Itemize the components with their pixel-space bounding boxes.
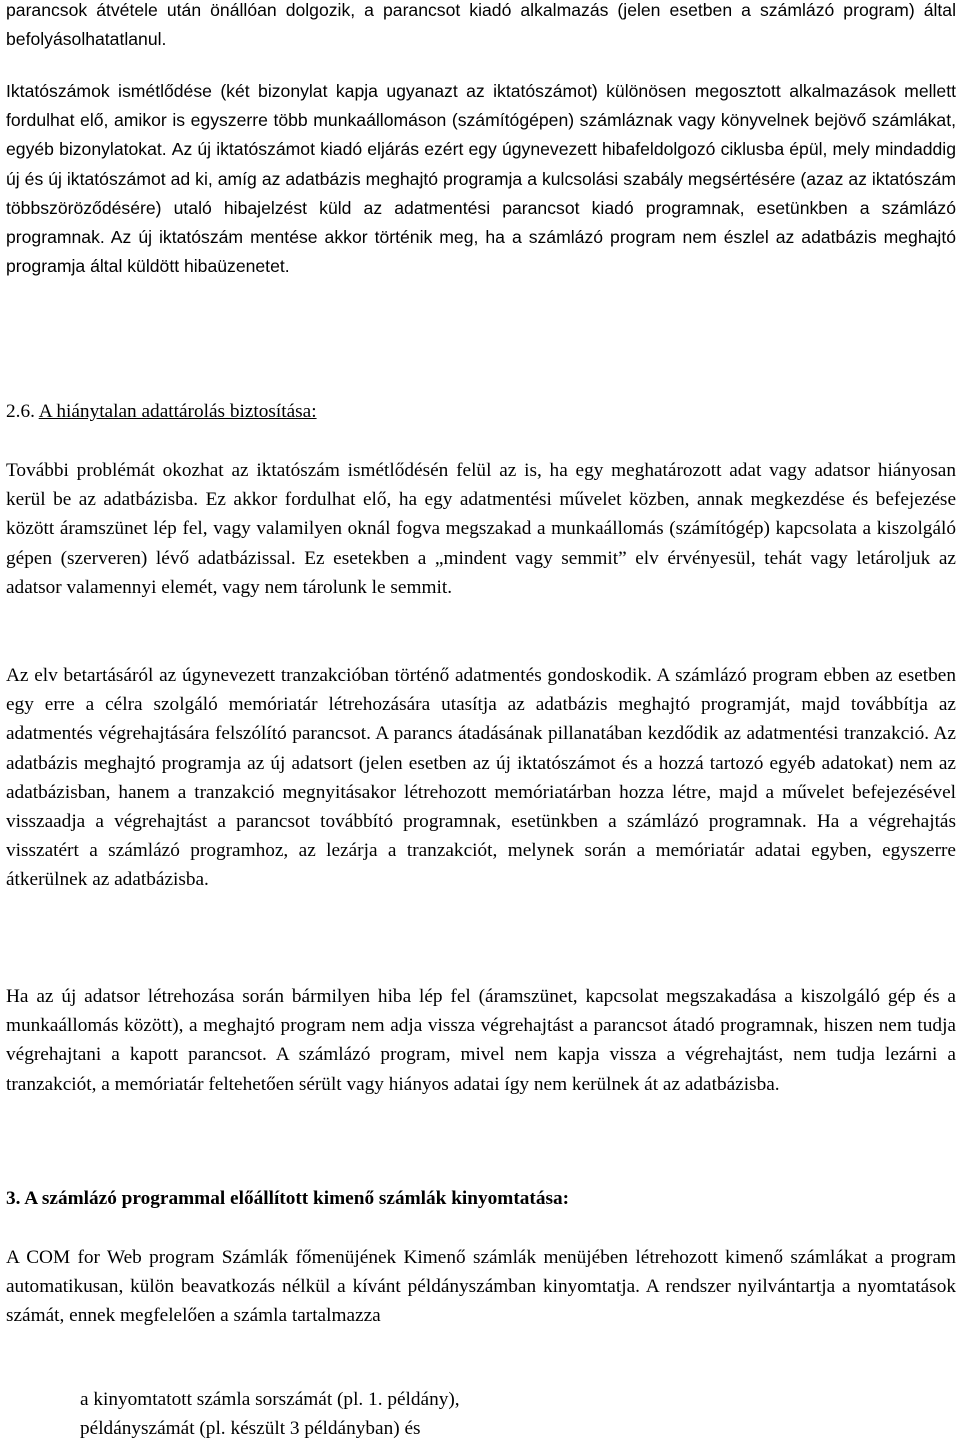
section-title: A hiánytalan adattárolás biztosítása: xyxy=(38,401,317,422)
section-heading-3: 3. A számlázó programmal előállított kimenő számlák kinyomtatása: xyxy=(6,1188,570,1209)
list-item: a kinyomtatott számla sorszámát (pl. 1. példány), xyxy=(80,1389,460,1410)
paragraph-sans-part: Iktatószámok ismétlődése (két bizonylat kapja ugyanazt az iktatószámot) különösen megosztott alkalmazások mellett fordulhat elő, amikor is egyszerre több munkaállomáson (számítógépen) számláznak vagy könyvelnek bejövő számlákat, egyéb bizonylatokat. xyxy=(6,81,956,160)
item-list xyxy=(80,1385,880,1443)
paragraph-sans-part-2: Az új iktatószámot kiadó eljárás ezért egy úgynevezett hibafeldolgozó ciklusba épül, mely mindaddig új és új iktatószámot ad ki, amíg az adatbázis meghajtó programja a kulcsolási szabály megsértésére (azaz az iktatószám többszöröződésére) utaló hibajelzést küld az adatmentési parancsot kiadó programnak, esetünkben a számlázó programnak. Az új iktatószám mentése akkor történik meg, ha a számlázó program nem észlel az adatbázis meghajtó programja által küldött hibaüzenetet. xyxy=(6,139,956,277)
paragraph-hiba-eseten: Ha az új adatsor létrehozása során bármilyen hiba lép fel (áramszünet, kapcsolat megszakadása a kiszolgáló gép és a munkaállomás között), a meghajtó program nem adja vissza végrehajtást a parancsot átadó programnak, hiszen nem tudja végrehajtani a kapott parancsot. A számlázó program, mivel nem kapja vissza a végrehajtást, nem tudja lezárni a tranzakciót, a memóriatár feltehetően sérült vagy hiányos adatai így nem kerülnek át az adatbázisba. xyxy=(6,986,956,1095)
paragraph-tranzakcio: Az elv betartásáról az úgynevezett tranzakcióban történő adatmentés gondoskodik. A számlázó program ebben az esetben egy erre a célra szolgáló memóriatár létrehozására utasítja az adatbázis meghajtó programját, majd továbbítja az adatmentés végrehajtására felszólító parancsot. A parancs átadásának pillanatában kezdődik az adatmentési tranzakció. Az adatbázis meghajtó programja az új adatsort (jelen esetben az új iktatószámot és a hozzá tartozó egyéb adatokat) nem az adatbázisban, hanem a tranzakció megnyitásakor létrehozott memóriatárban hozza létre, majd a művelet befejezésével visszaadja a végrehajtást a parancsot továbbító programnak, esetünkben a számlázó programnak. Ha a végrehajtás visszatért a számlázó programhoz, az lezárja a tranzakciót, melynek során a memóriatár adatai egyben, egyszerre átkerülnek az adatbázisba. xyxy=(6,665,956,891)
section-heading-2-6 xyxy=(6,397,956,426)
paragraph-intro-continuation: parancsok átvétele után önállóan dolgozik, a parancsot kiadó alkalmazás (jelen esetben a számlázó program) által befolyásolhatatlanul. xyxy=(6,0,956,50)
list-item: példányszámát (pl. készült 3 példányban) és xyxy=(80,1418,421,1440)
section-number: 2.6. xyxy=(6,401,35,422)
paragraph-iktatoszam-ismetlodes xyxy=(6,77,956,281)
paragraph-nyomtatas: A COM for Web program Számlák főmenüjének Kimenő számlák menüjében létrehozott kimenő számlákat a program automatikusan, külön beavatkozás nélkül a kívánt példányszámban kinyomtatja. A rendszer nyilvántartja a nyomtatások számát, ennek megfelelően a számla tartalmazza xyxy=(6,1247,956,1327)
paragraph-hianyos-adat: További problémát okozhat az iktatószám ismétlődésén felül az is, ha egy meghatározott adat vagy adatsor hiányosan kerül be az adatbázisba. Ez akkor fordulhat elő, ha egy adatmentési művelet közben, annak megkezdése és befejezése között áramszünet lép fel, vagy valamilyen oknál fogva megszakad a munkaállomás (számítógép) kapcsolata a kiszolgáló gépen (szerveren) lévő adatbázissal. Ez esetekben a „mindent vagy semmit” elv érvényesül, tehát vagy letároljuk az adatsor valamennyi elemét, vagy nem tárolunk le semmit. xyxy=(6,460,956,598)
